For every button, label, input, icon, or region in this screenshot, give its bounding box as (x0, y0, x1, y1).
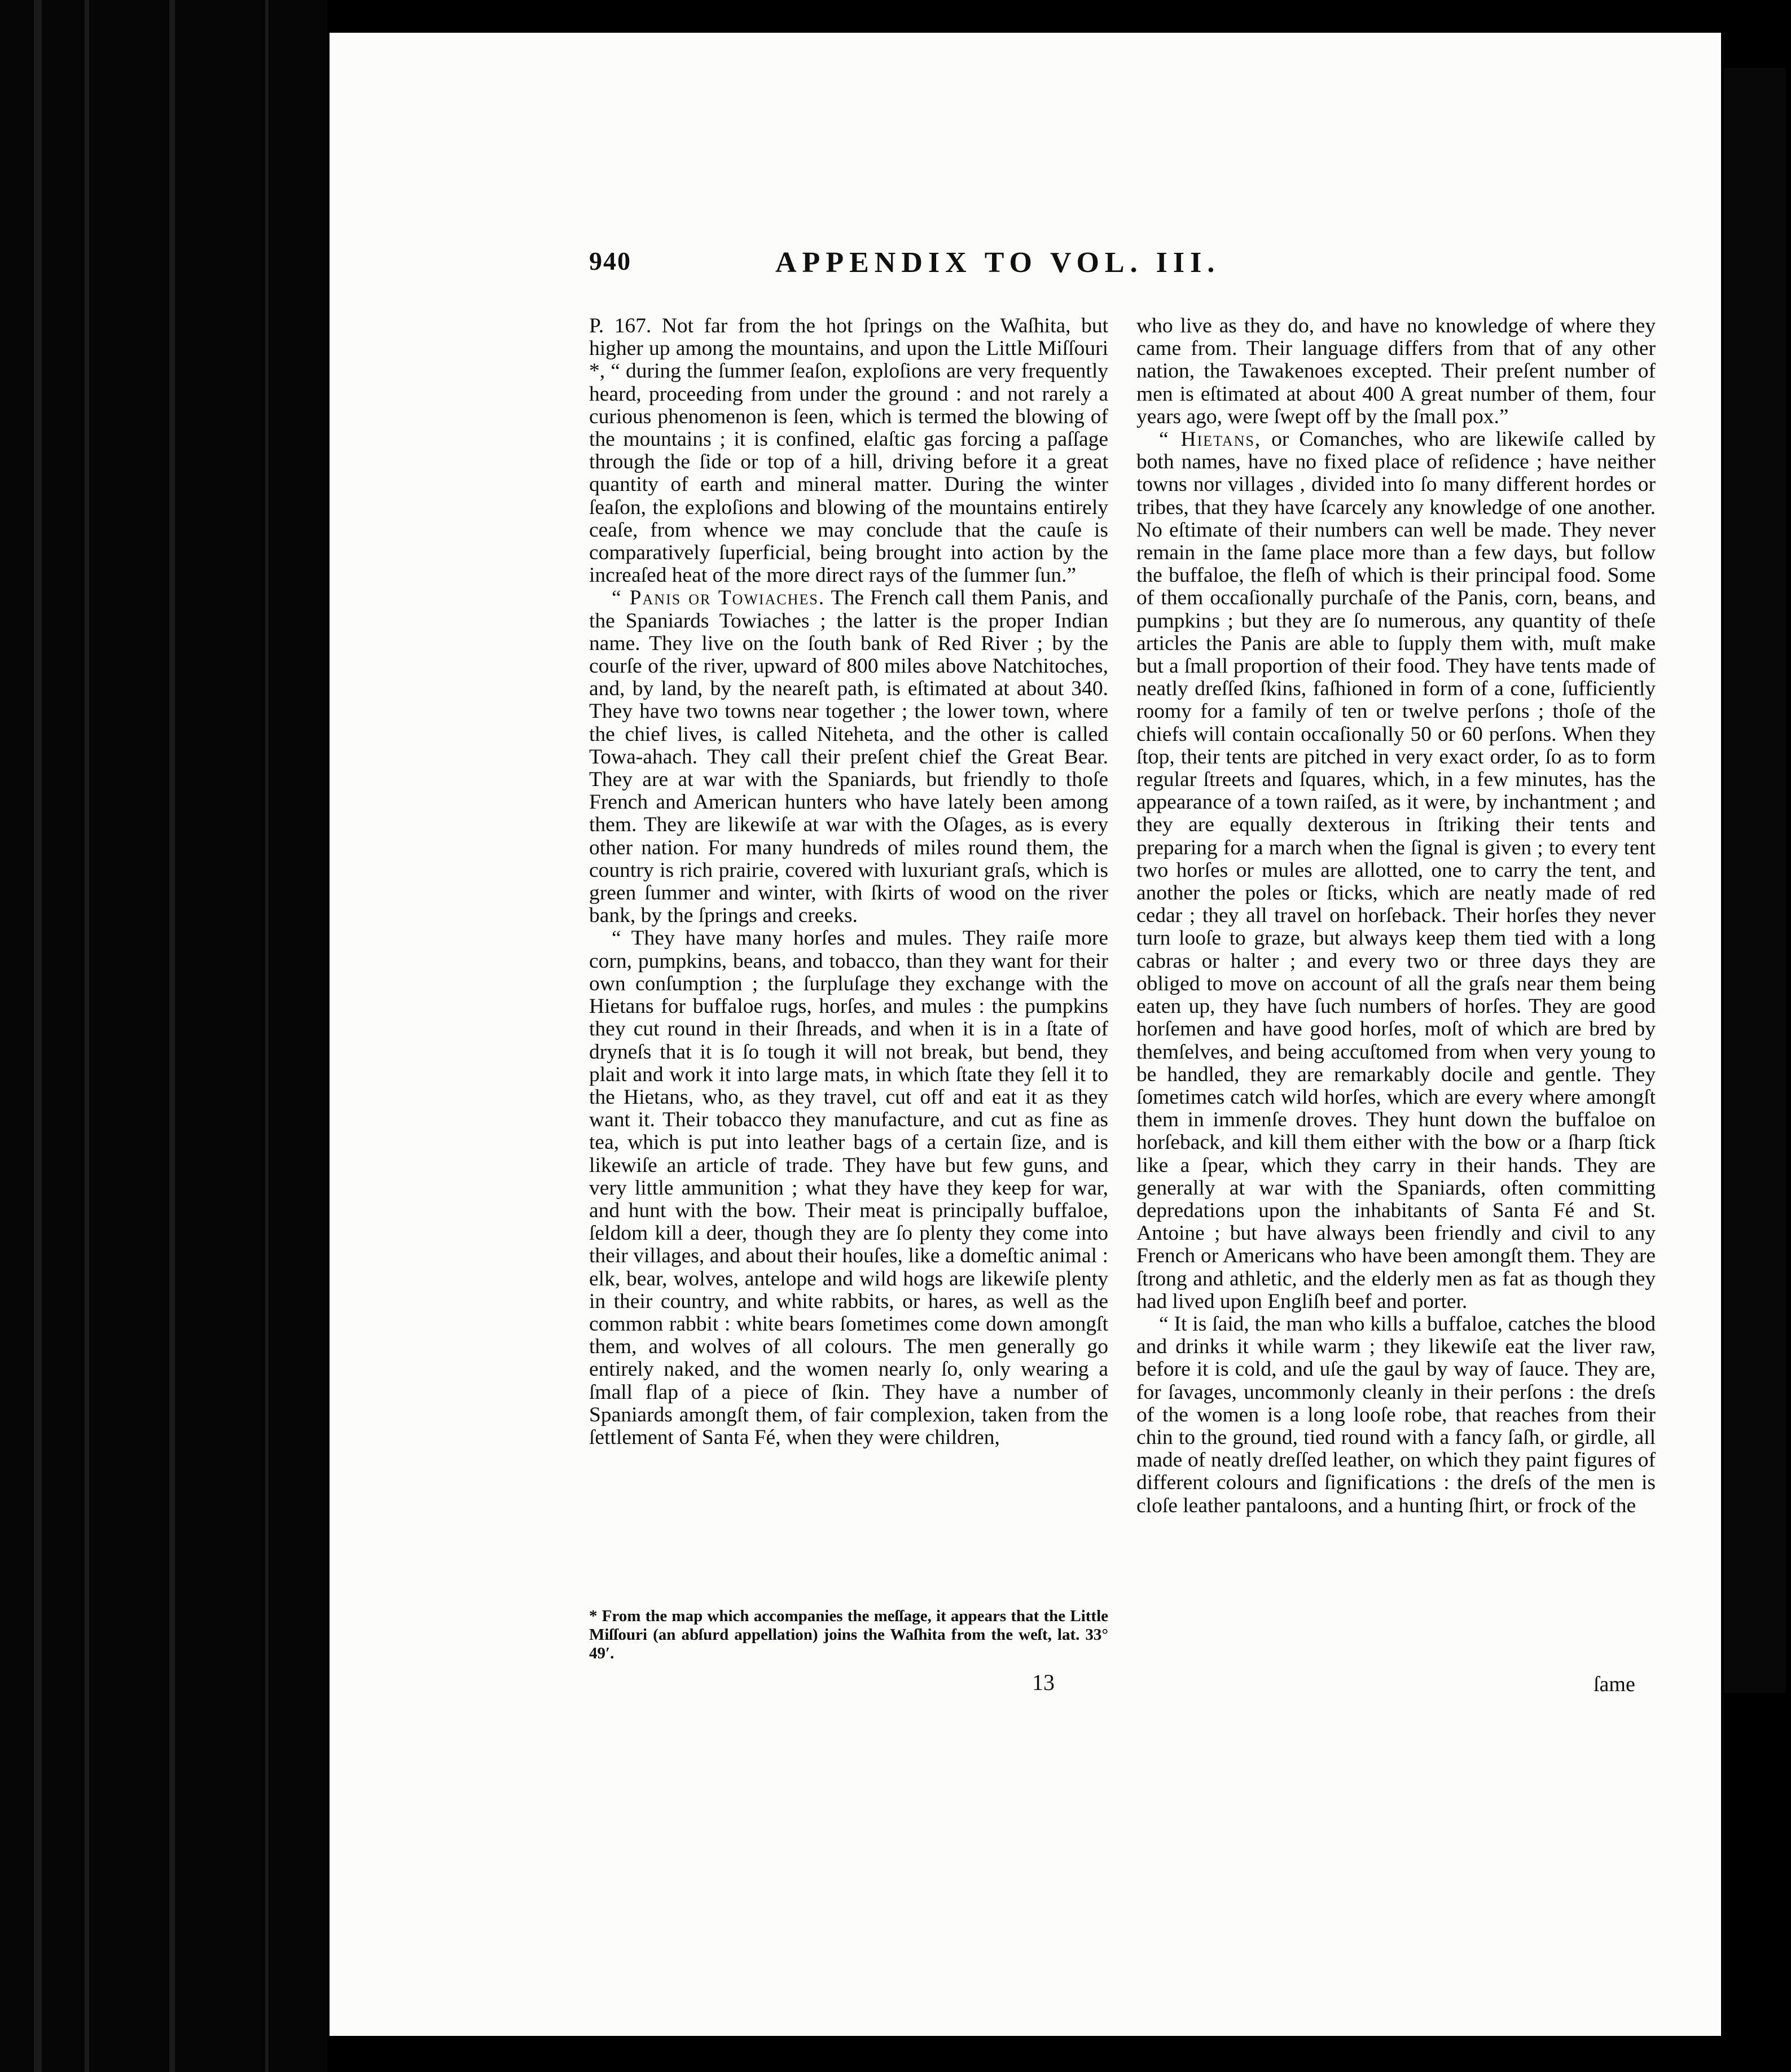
paragraph (1136, 428, 1656, 1313)
section-lead: “ Hietans, (1159, 428, 1262, 451)
next-page-edge (1724, 68, 1786, 1693)
binding-stripe (85, 0, 89, 2072)
section-lead: “ Panis or Towiaches. (612, 586, 826, 610)
paragraph (589, 587, 1108, 927)
paragraph-text: The French call them Panis, and the Spaniards Towiaches ; the latter is the proper Indian name. They live on the ſouth bank of Red River ; by the courſe of the river, upward of 800 miles above Natchitoches, and, by land, by the neareſt path, is eſtimated at about 340. They have two towns near together ; the lower town, where the chief lives, is called Niteheta, and the other is called Towa-ahach. They call their preſent chief the Great Bear. They are at war with the Spaniards, but friendly to thoſe French and American hunters who have lately been among them. They are likewiſe at war with the Oſages, as is every other nation. For many hundreds of miles round them, the country is rich prairie, covered with luxuriant graſs, which is green ſummer and winter, with ſkirts of wood on the river bank, by the ſprings and creeks. (589, 586, 1108, 928)
binding-stripe (265, 0, 269, 2072)
running-title: APPENDIX TO VOL. III. (775, 247, 1221, 279)
right-column (1136, 315, 1656, 1517)
footnote: * From the map which accompanies the meſſage, it appears that the Little Miſſouri (an abſurd appellation) joins the Waſhita from the weſt, lat. 33° 49′. (589, 1607, 1108, 1662)
paragraph: “ They have many horſes and mules. They raiſe more corn, pumpkins, beans, and tobacco, than they want for their own conſumption ; the ſurpluſage they exchange with the Hietans for buffaloe rugs, horſes, and mules : the pumpkins they cut round in their ſhreads, and when it is in a ſtate of dryneſs that it is ſo tough it will not break, but bend, they plait and work it into large mats, in which ſtate they ſell it to the Hietans, who, as they travel, cut off and eat it as they want it. Their tobacco they manufacture, and cut as fine as tea, which is put into leather bags of a certain ſize, and is likewiſe an article of trade. They have but few guns, and very little ammunition ; what they have they keep for war, and hunt with the bow. Their meat is principally buffaloe, ſeldom kill a deer, though they are ſo plenty they come into their villages, and about their houſes, like a domeſtic animal : elk, bear, wolves, antelope and wild hogs are likewiſe plenty in their country, and white rabbits, or hares, as well as the common rabbit : white bears ſometimes come down amongſt them, and wolves of all colours. The men generally go entirely naked, and the women nearly ſo, only wearing a ſmall flap of a piece of ſkin. They have a number of Spaniards amongſt them, of fair complexion, taken from the ſettlement of Santa Fé, when they were children, (589, 927, 1108, 1449)
book-page (330, 33, 1721, 2036)
catchword: ſame (1594, 1672, 1635, 1696)
page-number: 940 (589, 247, 631, 275)
signature-mark: 13 (1032, 1670, 1055, 1695)
book-binding-left (0, 0, 327, 2072)
binding-stripe (34, 0, 42, 2072)
paragraph-text: or Comanches, who are likewiſe called by both names, have no fixed place of reſidence ; have neither towns nor villages , divided into ſo many different hordes or tribes, that they have ſcarcely any knowledge of one another. No eſtimate of their numbers can well be made. They never remain in the ſame place more than a few days, but follow the buffaloe, the fleſh of which is their principal food. Some of them occaſionally purchaſe of the Panis, corn, beans, and pumpkins ; but they are ſo numerous, any quantity of theſe articles the Panis are able to ſupply them with, muſt make but a ſmall proportion of their food. They have tents made of neatly dreſſed ſkins, faſhioned in form of a cone, ſufficiently roomy for a family of ten or twelve perſons ; thoſe of the chiefs will contain occaſionally 50 or 60 perſons. When they ſtop, their tents are pitched in very exact order, ſo as to form regular ſtreets and ſquares, which, in a few minutes, has the appearance of a town raiſed, as it were, by inchantment ; and they are equally dexterous in ſtriking their tents and preparing for a march when the ſignal is given ; to every tent two horſes or mules are allotted, one to carry the tent, and another the poles or ſticks, which are neatly made of red cedar ; they all travel on horſeback. Their horſes they never turn looſe to graze, but always keep them tied with a long cabras or halter ; and every two or three days they are obliged to move on account of all the graſs near them being eaten up, they have ſuch numbers of horſes. They are good horſemen and have good horſes, moſt of which are bred by themſelves, and being accuſtomed from when very young to be handled, they are remarkably docile and gentle. They ſometimes catch wild horſes, which are every where amongſt them in immenſe droves. They hunt down the buffaloe on horſeback, and kill them either with the bow or a ſharp ſtick like a ſpear, which they carry in their hands. They are generally at war with the Spaniards, often committing depredations upon the inhabitants of Santa Fé and St. Antoine ; but have always been friendly and civil to any French or Americans who have been amongſt them. They are ſtrong and athletic, and the elderly men as fat as though they had lived upon Engliſh beef and porter. (1136, 428, 1656, 1313)
paragraph: P. 167. Not far from the hot ſprings on the Waſhita, but higher up among the mountains, and upon the Little Miſſouri *, “ during the ſummer ſeaſon, exploſions are very frequently heard, proceeding from under the ground : and not rarely a curious phenomenon is ſeen, which is termed the blowing of the mountains ; it is confined, elaſtic gas forcing a paſſage through the ſide or top of a hill, driving before it a great quantity of earth and mineral matter. During the winter ſeaſon, the exploſions and blowing of the mountains entirely ceaſe, from whence we may conclude that the cauſe is comparatively ſuperficial, being brought into action by the increaſed heat of the more direct rays of the ſummer ſun.” (589, 314, 1108, 587)
left-column (589, 315, 1108, 1449)
binding-stripe (169, 0, 175, 2072)
paragraph: “ It is ſaid, the man who kills a buffaloe, catches the blood and drinks it while warm ; they likewiſe eat the liver raw, before it is cold, and uſe the gaul by way of ſauce. They are, for ſavages, uncommonly cleanly in their perſons : the dreſs of the women is a long looſe robe, that reaches from their chin to the ground, tied round with a fancy ſaſh, or girdle, all made of neatly dreſſed leather, on which they paint figures of different colours and ſignifications : the dreſs of the men is cloſe leather pantaloons, and a hunting ſhirt, or frock of the (1136, 1312, 1656, 1517)
page-header (589, 246, 1718, 291)
paragraph: who live as they do, and have no knowledge of where they came from. Their language differs from that of any other nation, the Tawakenoes excepted. Their preſent number of men is eſtimated at about 400 A great number of them, four years ago, were ſwept off by the ſmall pox.” (1136, 314, 1656, 428)
